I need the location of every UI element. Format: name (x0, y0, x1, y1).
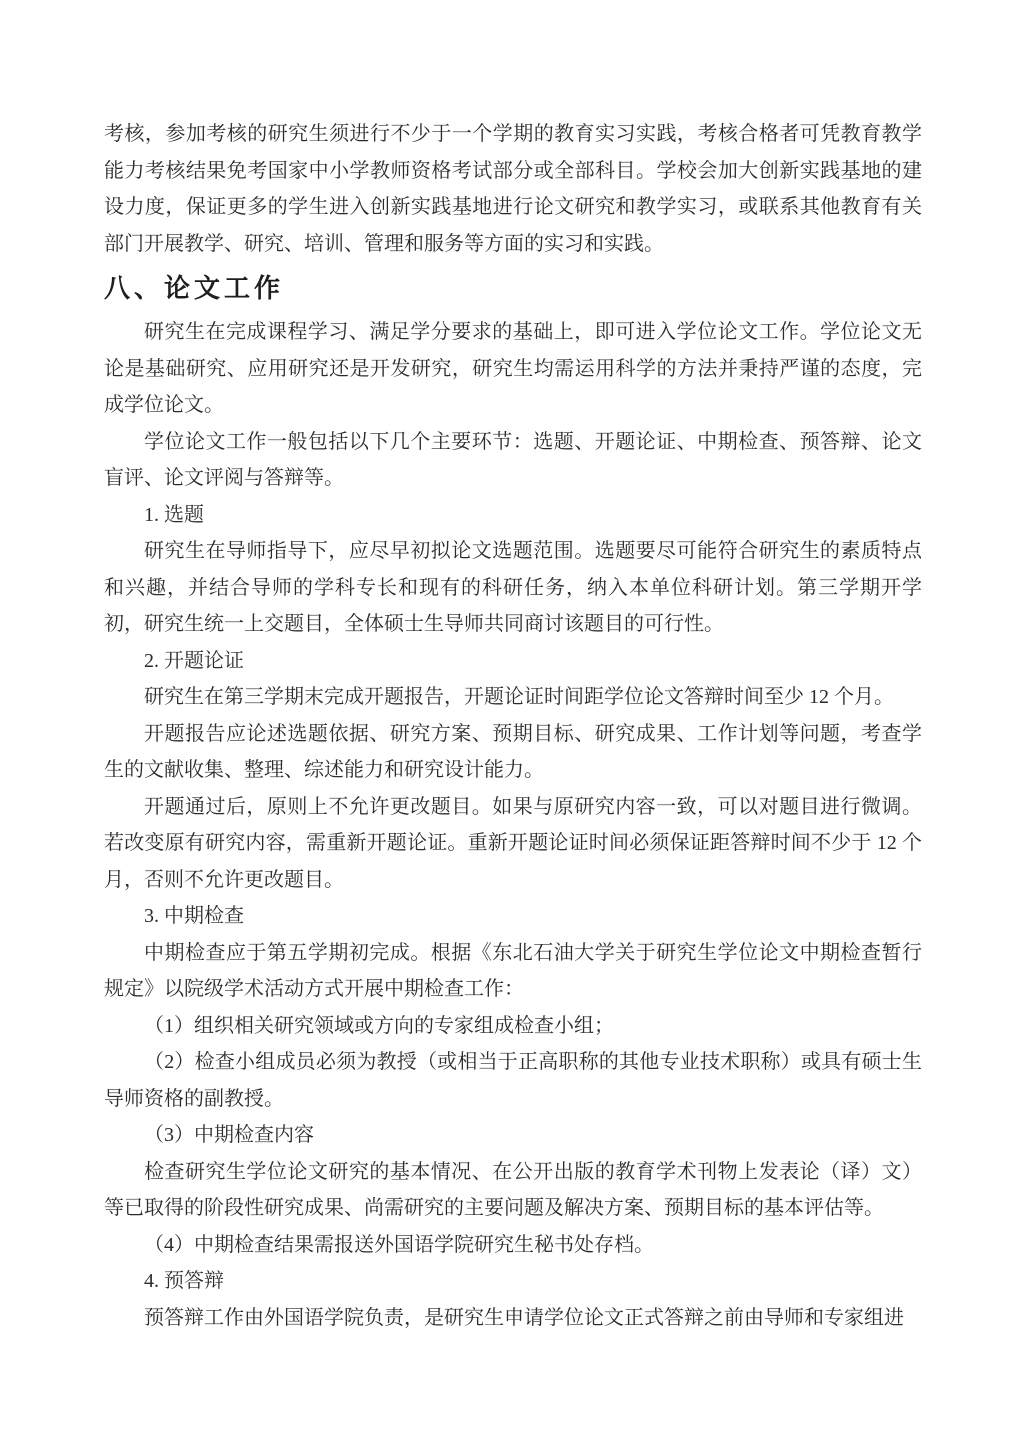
sub-item-3-check-contents: （3）中期检查内容 (144, 1124, 314, 1146)
paragraph-pre-defense-detail: 预答辩工作由外国语学院负责，是研究生申请学位论文正式答辩之前由导师和专家组进 (144, 1306, 904, 1329)
sub-item-1-check-group: （1）组织相关研究领域或方向的专家组成检查小组； (144, 1014, 614, 1037)
sub-item-2-group-members: （2）检查小组成员必须为教授（或相当于正高职称的其他专业技术职称）或具有硕士生导师资格的副教授。 (104, 1051, 922, 1110)
paragraph-thesis-intro: 研究生在完成课程学习、满足学分要求的基础上，即可进入学位论文工作。学位论文无论是基础研究、应用研究还是开发研究，研究生均需运用科学的方法并秉持严谨的态度，完成学位论文。 (104, 321, 922, 416)
paragraph-proposal-timing: 研究生在第三学期末完成开题报告，开题论证时间距学位论文答辩时间至少 12 个月。 (144, 686, 894, 708)
item-heading-topic-selection: 1. 选题 (144, 503, 204, 526)
sub-item-4-archive-results: （4）中期检查结果需报送外国语学院研究生秘书处存档。 (144, 1233, 654, 1256)
paragraph-topic-selection-detail: 研究生在导师指导下，应尽早初拟论文选题范围。选题要尽可能符合研究生的素质特点和兴趣，并结合导师的学科专长和现有的科研任务，纳入本单位科研计划。第三学期开学初，研究生统一上交题目，全体硕士生导师共同商讨该题目的可行性。 (104, 540, 922, 635)
document-body (104, 116, 922, 1336)
paragraph-check-contents-detail: 检查研究生学位论文研究的基本情况、在公开出版的教育学术刊物上发表论（译）文）等已取得的阶段性研究成果、尚需研究的主要问题及解决方案、预期目标的基本评估等。 (104, 1160, 922, 1219)
paragraph-thesis-stages-overview: 学位论文工作一般包括以下几个主要环节：选题、开题论证、中期检查、预答辩、论文盲评、论文评阅与答辩等。 (104, 430, 922, 489)
section-heading-thesis-work: 八、论文工作 (104, 273, 285, 303)
item-heading-midterm-check: 3. 中期检查 (144, 905, 244, 927)
item-heading-pre-defense: 4. 预答辩 (144, 1270, 224, 1292)
paragraph-midterm-check-basis: 中期检查应于第五学期初完成。根据《东北石油大学关于研究生学位论文中期检查暂行规定》以院级学术活动方式开展中期检查工作： (104, 941, 922, 1000)
item-heading-proposal-defense: 2. 开题论证 (144, 649, 244, 672)
paragraph-proposal-contents: 开题报告应论述选题依据、研究方案、预期目标、研究成果、工作计划等问题，考查学生的文献收集、整理、综述能力和研究设计能力。 (104, 722, 922, 781)
paragraph-topic-change-rules: 开题通过后，原则上不允许更改题目。如果与原研究内容一致，可以对题目进行微调。若改变原有研究内容，需重新开题论证。重新开题论证时间必须保证距答辩时间不少于 12 个月，否则不允许更改题目。 (104, 795, 922, 891)
paragraph-continuation-internship-assessment: 考核，参加考核的研究生须进行不少于一个学期的教育实习实践，考核合格者可凭教育教学能力考核结果免考国家中小学教师资格考试部分或全部科目。学校会加大创新实践基地的建设力度，保证更多的学生进入创新实践基地进行论文研究和教学实习，或联系其他教育有关部门开展教学、研究、培训、管理和服务等方面的实习和实践。 (104, 123, 922, 255)
